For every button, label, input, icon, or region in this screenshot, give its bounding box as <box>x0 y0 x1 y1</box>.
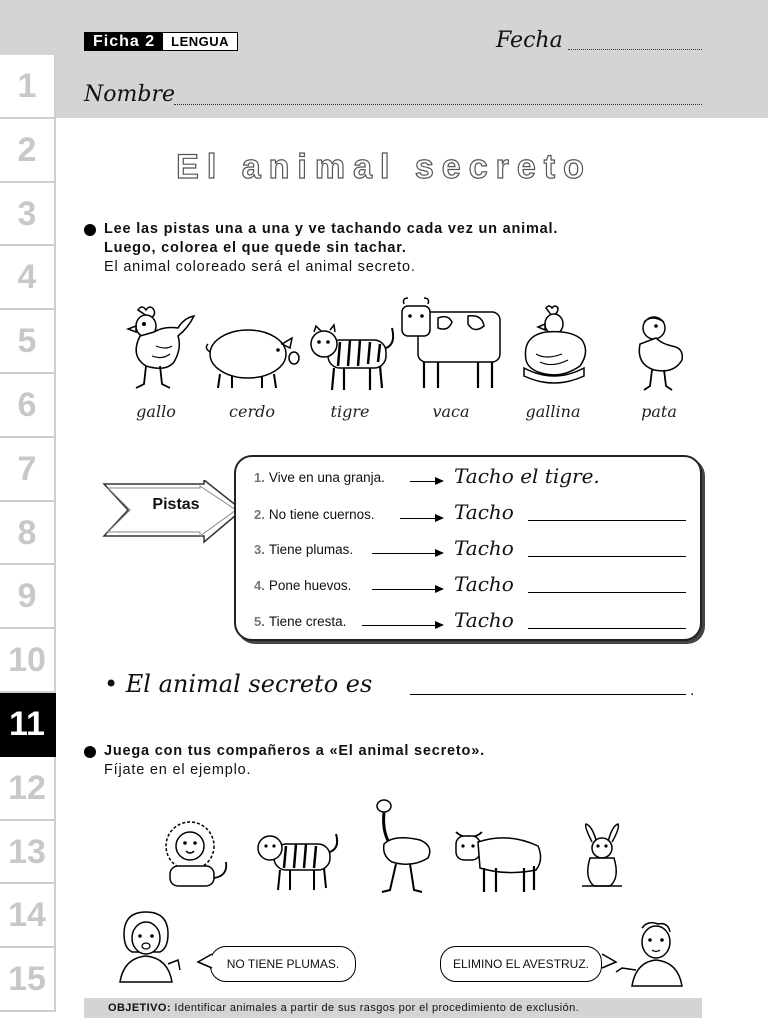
tab-14[interactable]: 14 <box>0 884 56 948</box>
tiger-icon[interactable] <box>304 318 396 394</box>
animal-label-cerdo: cerdo <box>229 402 275 421</box>
bullet-icon <box>84 224 96 236</box>
duck-icon[interactable] <box>632 314 688 394</box>
tab-7[interactable]: 7 <box>0 438 56 502</box>
animal-label-gallina: gallina <box>525 402 581 421</box>
arrow-icon <box>400 518 442 519</box>
tab-13[interactable]: 13 <box>0 821 56 885</box>
instruction-2-line-2: Fíjate en el ejemplo. <box>104 762 252 778</box>
boy-icon <box>614 920 690 988</box>
instruction-1-line-3: El animal coloreado será el animal secreto. <box>104 259 416 275</box>
instruction-2-line-1: Juega con tus compañeros a «El animal secreto». <box>104 743 485 759</box>
secret-answer-field[interactable] <box>410 694 686 695</box>
girl-icon <box>112 910 188 986</box>
speech-bubble-right: ELIMINO EL AVESTRUZ. <box>440 946 602 982</box>
clue-text: Tiene plumas. <box>268 542 354 557</box>
clue-text: Vive en una granja. <box>268 470 385 485</box>
animal-label-tigre: tigre <box>330 402 370 421</box>
hen-icon[interactable] <box>516 304 590 386</box>
cow-icon[interactable] <box>398 296 504 392</box>
tab-6[interactable]: 6 <box>0 374 56 438</box>
objetivo-bar <box>84 998 702 1018</box>
clue-num: 5. <box>254 614 265 629</box>
tab-10[interactable]: 10 <box>0 629 56 693</box>
arrow-icon <box>410 481 442 482</box>
ostrich-icon <box>370 798 436 894</box>
instruction-1-line-2: Luego, colorea el que quede sin tachar. <box>104 240 407 256</box>
secret-sentence: • El animal secreto es <box>104 670 373 698</box>
clue-num: 4. <box>254 578 265 593</box>
tab-5[interactable]: 5 <box>0 310 56 374</box>
rooster-icon[interactable] <box>116 302 196 394</box>
tacho-example: Tacho el tigre. <box>454 464 600 488</box>
tacho-label: Tacho <box>454 608 514 632</box>
tacho-label: Tacho <box>454 536 514 560</box>
speech-tail-icon <box>196 952 214 972</box>
animal-label-gallo: gallo <box>136 402 176 421</box>
page-title: El animal secreto <box>176 148 592 186</box>
objetivo-text: Identificar animales a partir de sus rasgos por el procedimiento de exclusión. <box>174 1002 580 1014</box>
clue-num: 3. <box>254 542 265 557</box>
lion-icon <box>156 818 232 894</box>
clue-5 <box>254 614 346 629</box>
tab-2[interactable]: 2 <box>0 119 56 183</box>
instruction-1 <box>104 220 558 277</box>
pig-icon[interactable] <box>204 322 300 392</box>
objetivo-label: OBJETIVO: <box>108 1002 171 1014</box>
nombre-label: Nombre <box>84 82 175 107</box>
ficha-badge <box>84 32 238 51</box>
answer-field-5[interactable] <box>528 628 686 629</box>
fecha-field[interactable] <box>568 49 702 50</box>
nombre-field[interactable] <box>174 104 702 105</box>
tab-1[interactable]: 1 <box>0 55 56 119</box>
clue-4 <box>254 578 351 593</box>
pistas-label: Pistas <box>152 496 200 513</box>
tab-8[interactable]: 8 <box>0 502 56 566</box>
answer-field-4[interactable] <box>528 592 686 593</box>
instruction-1-line-1: Lee las pistas una a una y ve tachando cada vez un animal. <box>104 221 559 237</box>
answer-field-2[interactable] <box>528 520 686 521</box>
tab-9[interactable]: 9 <box>0 565 56 629</box>
arrow-icon <box>362 625 442 626</box>
clue-2 <box>254 507 375 522</box>
secret-end: . <box>690 682 695 699</box>
clue-3 <box>254 542 353 557</box>
clue-num: 2. <box>254 507 265 522</box>
animal-label-vaca: vaca <box>432 402 470 421</box>
animal-label-pata: pata <box>641 402 677 421</box>
tab-15[interactable]: 15 <box>0 948 56 1012</box>
bull-icon <box>452 826 546 896</box>
instruction-2 <box>104 742 485 780</box>
clue-1 <box>254 470 385 485</box>
subject-label: LENGUA <box>163 33 237 50</box>
arrow-icon <box>372 589 442 590</box>
side-tabs <box>0 55 56 1012</box>
clue-text: Tiene cresta. <box>268 614 347 629</box>
tacho-label: Tacho <box>454 572 514 596</box>
clue-text: No tiene cuernos. <box>268 507 375 522</box>
rabbit-icon <box>574 822 630 892</box>
speech-bubble-left: NO TIENE PLUMAS. <box>210 946 356 982</box>
tab-3[interactable]: 3 <box>0 183 56 247</box>
tab-11[interactable]: 11 <box>0 693 56 757</box>
tiger-icon <box>252 826 342 894</box>
tab-12[interactable]: 12 <box>0 757 56 821</box>
arrow-icon <box>372 553 442 554</box>
tab-4[interactable]: 4 <box>0 246 56 310</box>
clue-num: 1. <box>254 470 265 485</box>
clue-text: Pone huevos. <box>268 578 352 593</box>
ficha-label: Ficha 2 <box>85 33 163 50</box>
fecha-label: Fecha <box>496 28 563 53</box>
answer-field-3[interactable] <box>528 556 686 557</box>
bullet-icon <box>84 746 96 758</box>
tacho-label: Tacho <box>454 500 514 524</box>
